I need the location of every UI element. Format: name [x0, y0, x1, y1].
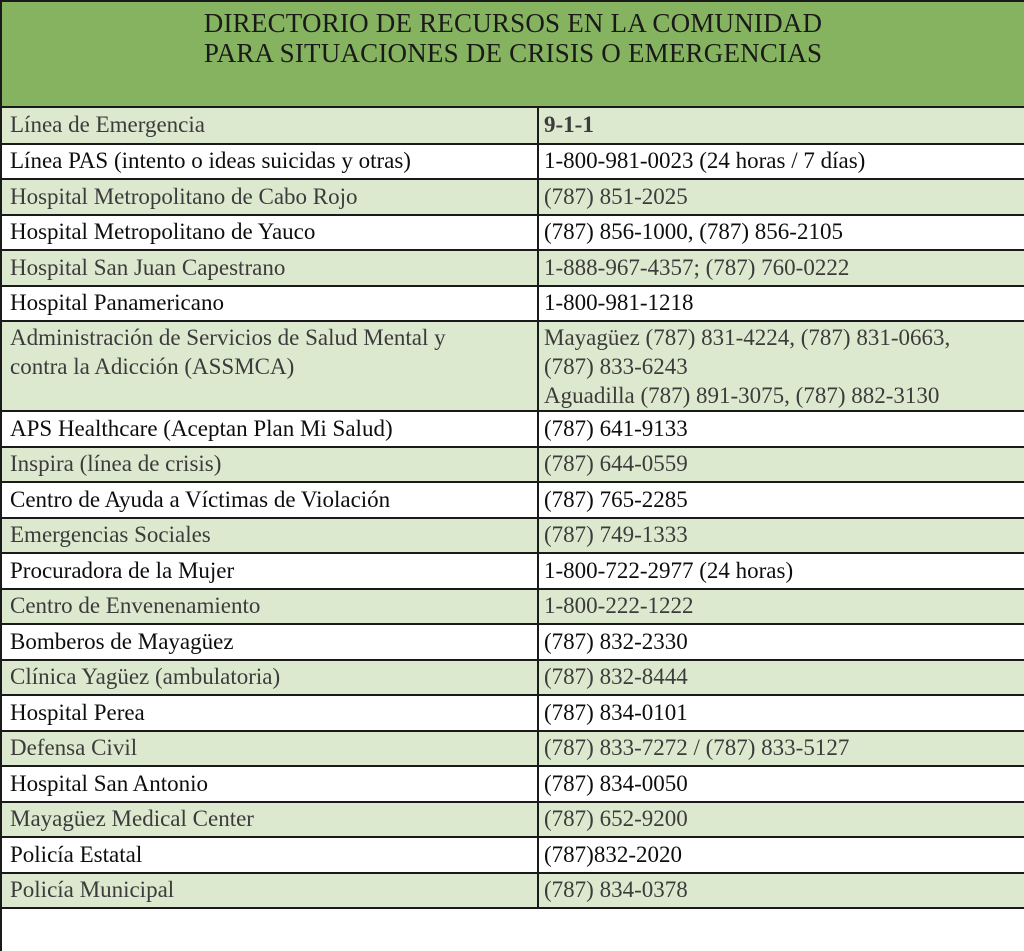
resource-phone: [538, 321, 1024, 411]
resource-name: Bomberos de Mayagüez: [2, 624, 538, 660]
resource-name-line: Administración de Servicios de Salud Mental y: [10, 325, 446, 350]
resource-phone: (787) 652-9200: [538, 802, 1024, 838]
table-row: [2, 660, 1024, 696]
resource-phone-line: Mayagüez (787) 831-4224, (787) 831-0663,: [544, 325, 951, 350]
resource-name: Centro de Ayuda a Víctimas de Violación: [2, 482, 538, 518]
resource-name: Centro de Envenenamiento: [2, 589, 538, 625]
resource-table: [2, 108, 1024, 909]
table-row: [2, 482, 1024, 518]
resource-name: Hospital Metropolitano de Cabo Rojo: [2, 179, 538, 215]
resource-phone: [538, 108, 1024, 144]
directory-header: [2, 0, 1024, 108]
resource-name-line: contra la Adicción (ASSMCA): [10, 354, 295, 379]
resource-phone: 1-888-967-4357; (787) 760-0222: [538, 250, 1024, 286]
table-row: [2, 215, 1024, 251]
table-row: [2, 873, 1024, 909]
resource-phone-line: Aguadilla (787) 891-3075, (787) 882-3130: [544, 383, 940, 408]
table-row: [2, 695, 1024, 731]
resource-phone: (787)832-2020: [538, 837, 1024, 873]
table-row: [2, 144, 1024, 180]
table-row: [2, 286, 1024, 322]
table-row: [2, 411, 1024, 447]
table-row: [2, 250, 1024, 286]
table-row: [2, 837, 1024, 873]
table-row: [2, 179, 1024, 215]
resource-phone: 1-800-222-1222: [538, 589, 1024, 625]
header-title-line-1: DIRECTORIO DE RECURSOS EN LA COMUNIDAD: [203, 8, 823, 38]
resource-name: Hospital Panamericano: [2, 286, 538, 322]
resource-phone: (787) 833-7272 / (787) 833-5127: [538, 731, 1024, 767]
resource-name: Hospital Metropolitano de Yauco: [2, 215, 538, 251]
resource-name: Policía Municipal: [2, 873, 538, 909]
resource-name: Policía Estatal: [2, 837, 538, 873]
resource-name: Procuradora de la Mujer: [2, 553, 538, 589]
resource-phone-line: (787) 833-6243: [544, 354, 688, 379]
resource-phone: (787) 749-1333: [538, 518, 1024, 554]
resource-name: Hospital Perea: [2, 695, 538, 731]
resource-phone: (787) 834-0378: [538, 873, 1024, 909]
resource-phone: 1-800-981-0023 (24 horas / 7 días): [538, 144, 1024, 180]
resource-phone: (787) 641-9133: [538, 411, 1024, 447]
table-row: [2, 802, 1024, 838]
resource-phone: (787) 832-8444: [538, 660, 1024, 696]
resource-name: Emergencias Sociales: [2, 518, 538, 554]
resource-name: Mayagüez Medical Center: [2, 802, 538, 838]
resource-name: Hospital San Antonio: [2, 766, 538, 802]
resource-name: Línea de Emergencia: [2, 108, 538, 144]
resource-name: Línea PAS (intento o ideas suicidas y otras): [2, 144, 538, 180]
resource-phone: 1-800-981-1218: [538, 286, 1024, 322]
resource-phone-value: 9-1-1: [544, 112, 594, 138]
table-row: [2, 731, 1024, 767]
resource-name: APS Healthcare (Aceptan Plan Mi Salud): [2, 411, 538, 447]
header-title-line-2: PARA SITUACIONES DE CRISIS O EMERGENCIAS: [203, 38, 823, 68]
resource-name: [2, 321, 538, 411]
resource-phone: 1-800-722-2977 (24 horas): [538, 553, 1024, 589]
table-row: [2, 553, 1024, 589]
resource-name: Defensa Civil: [2, 731, 538, 767]
table-row: [2, 447, 1024, 483]
table-row: [2, 108, 1024, 144]
resource-phone: (787) 851-2025: [538, 179, 1024, 215]
resource-name: Clínica Yagüez (ambulatoria): [2, 660, 538, 696]
resource-name: Inspira (línea de crisis): [2, 447, 538, 483]
table-row: [2, 766, 1024, 802]
table-row: [2, 589, 1024, 625]
table-row: [2, 321, 1024, 411]
resource-phone: (787) 765-2285: [538, 482, 1024, 518]
resource-name: Hospital San Juan Capestrano: [2, 250, 538, 286]
resource-phone: (787) 644-0559: [538, 447, 1024, 483]
resource-phone: (787) 856-1000, (787) 856-2105: [538, 215, 1024, 251]
resource-phone: (787) 832-2330: [538, 624, 1024, 660]
resource-phone: (787) 834-0101: [538, 695, 1024, 731]
resource-phone: (787) 834-0050: [538, 766, 1024, 802]
table-row: [2, 624, 1024, 660]
table-row: [2, 518, 1024, 554]
